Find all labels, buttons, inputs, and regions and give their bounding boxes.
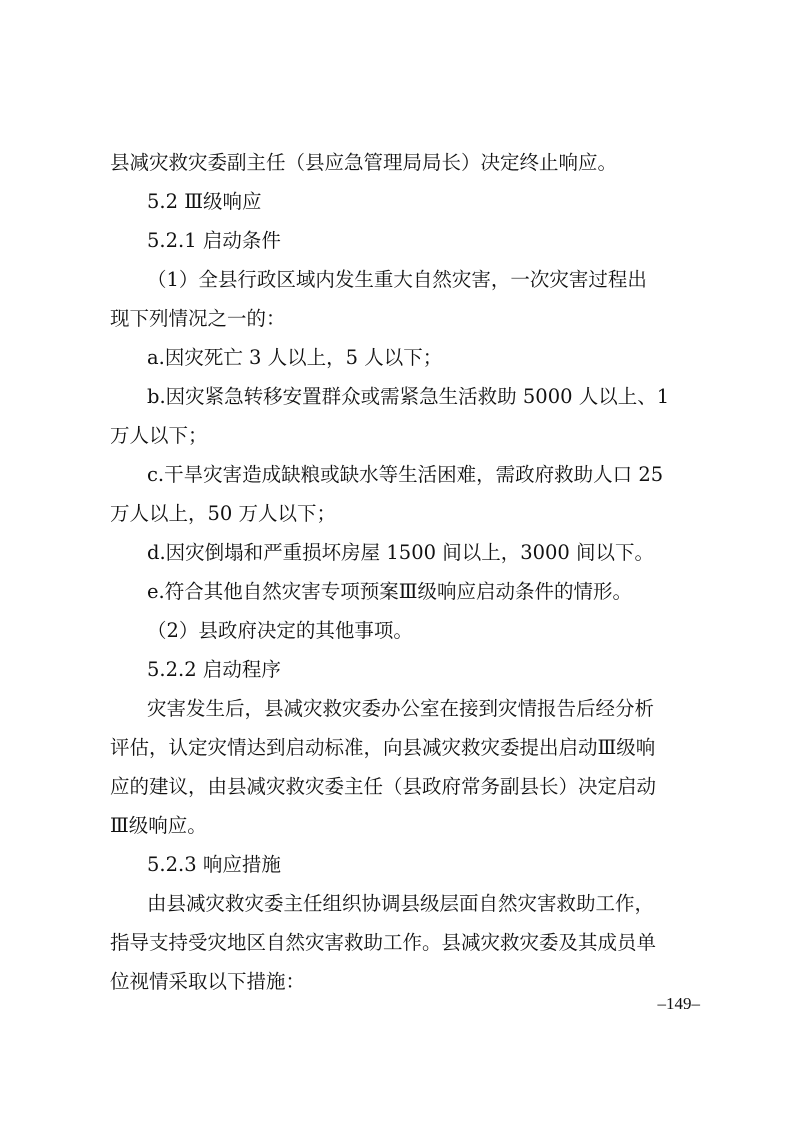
section-heading: 5.2 Ⅲ级响应: [147, 190, 262, 213]
text-line: 由县减灾救灾委主任组织协调县级层面自然灾害救助工作，: [147, 892, 655, 915]
text-line: 现下列情况之一的：: [110, 307, 286, 330]
list-item: d.因灾倒塌和严重损坏房屋 1500 间以上，3000 间以下。: [147, 541, 655, 564]
text-line: 评估，认定灾情达到启动标准，向县减灾救灾委提出启动Ⅲ级响: [110, 736, 656, 759]
subsection-heading: 5.2.2 启动程序: [147, 658, 281, 681]
page-number: –149–: [657, 994, 700, 1013]
text-line: 灾害发生后，县减灾救灾委办公室在接到灾情报告后经分析: [147, 697, 655, 720]
list-item: b.因灾紧急转移安置群众或需紧急生活救助 5000 人以上、1: [147, 385, 670, 408]
subsection-heading: 5.2.3 响应措施: [147, 853, 281, 876]
list-item: a.因灾死亡 3 人以上，5 人以下；: [147, 346, 443, 369]
list-item: e.符合其他自然灾害专项预案Ⅲ级响应启动条件的情形。: [147, 580, 633, 603]
text-line: 县减灾救灾委副主任（县应急管理局局长）决定终止响应。: [110, 151, 618, 174]
text-line: （2）县政府决定的其他事项。: [147, 619, 413, 642]
text-line: 应的建议，由县减灾救灾委主任（县政府常务副县长）决定启动: [110, 775, 657, 798]
text-line: 万人以上，50 万人以下；: [110, 502, 337, 525]
text-line: Ⅲ级响应。: [110, 814, 207, 837]
text-line: 指导支持受灾地区自然灾害救助工作。县减灾救灾委及其成员单: [110, 931, 657, 954]
text-line: （1）全县行政区域内发生重大自然灾害，一次灾害过程出: [147, 268, 647, 291]
text-line: 万人以下；: [110, 424, 208, 447]
list-item: c.干旱灾害造成缺粮或缺水等生活困难，需政府救助人口 25: [147, 463, 664, 486]
subsection-heading: 5.2.1 启动条件: [147, 229, 281, 252]
text-line: 位视情采取以下措施：: [110, 970, 306, 993]
